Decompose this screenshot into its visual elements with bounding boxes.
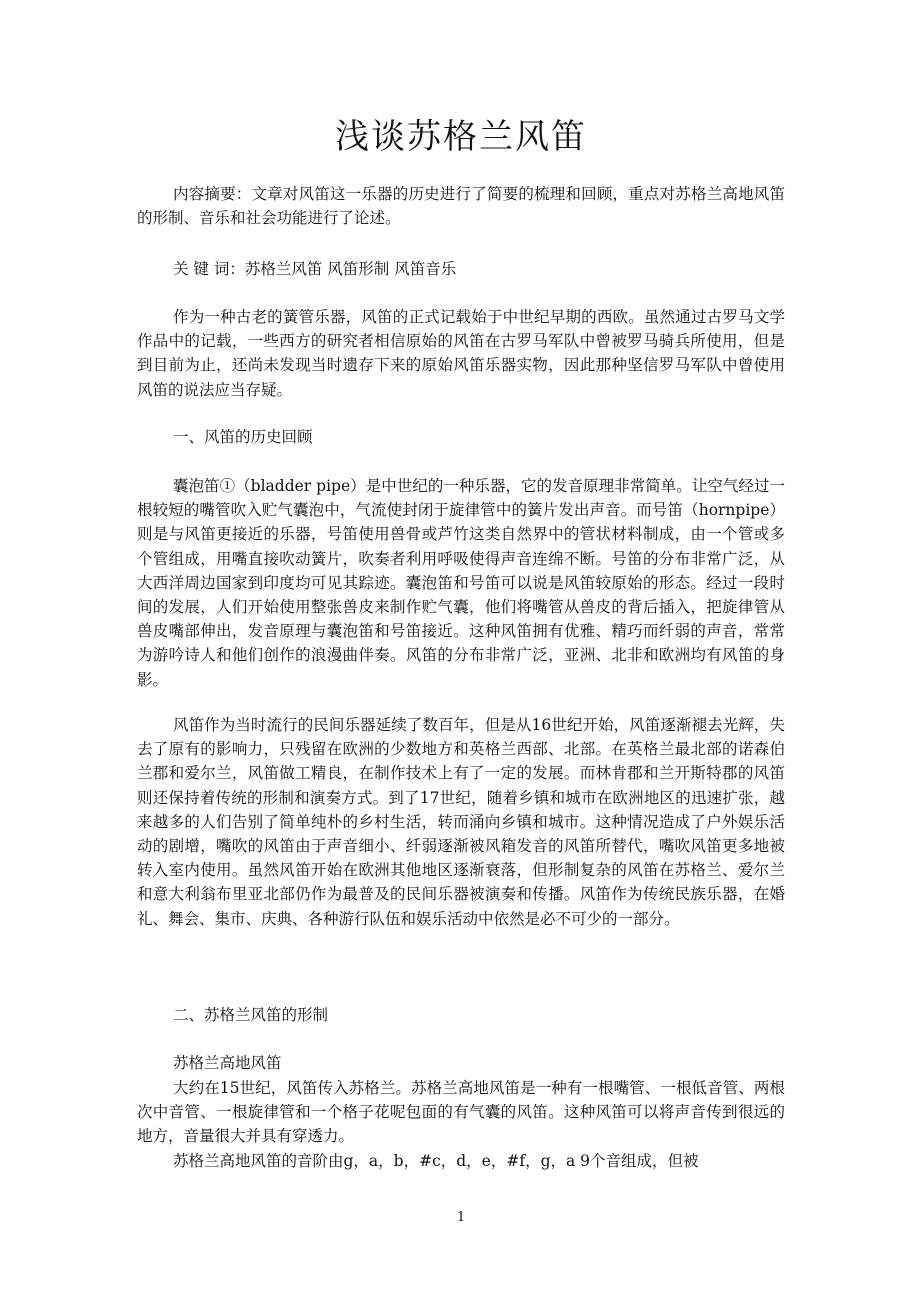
section2-paragraph-2: 苏格兰高地风笛的音阶由g，a，b，#c，d，e，#f，g，a 9个音组成，但被 [173, 1152, 699, 1170]
keywords-line: 关 键 词：苏格兰风笛 风笛形制 风笛音乐 [173, 260, 457, 278]
document-title: 浅谈苏格兰风笛 [335, 117, 587, 157]
intro-paragraph: 作为一种古老的簧管乐器，风笛的正式记载始于中世纪早期的西欧。虽然通过古罗马文学作品中的记载，一些西方的研究者相信原始的风笛在古罗马军队中曾被罗马骑兵所使用，但是到目前为止，还尚未发现当时遗存下来的原始风笛乐器实物，因此那种坚信罗马军队中曾使用风笛的说法应当存疑。 [137, 308, 785, 399]
section1-paragraph-2: 风笛作为当时流行的民间乐器延续了数百年，但是从16世纪开始，风笛逐渐褪去光辉，失去了原有的影响力，只残留在欧洲的少数地方和英格兰西部、北部。在英格兰最北部的诺森伯兰郡和爱尔兰，风笛做工精良，在制作技术上有了一定的发展。而林肯郡和兰开斯特郡的风笛则还保持着传统的形制和演奏方式。到了17世纪，随着乡镇和城市在欧洲地区的迅速扩张，越来越多的人们告别了简单纯朴的乡村生活，转而涌向乡镇和城市。这种情况造成了户外娱乐活动的剧增，嘴吹的风笛由于声音细小、纤弱逐渐被风箱发音的风笛所替代，嘴吹风笛更多地被转入室内使用。虽然风笛开始在欧洲其他地区逐渐衰落，但形制复杂的风笛在苏格兰、爱尔兰和意大利翁布里亚北部仍作为最普及的民间乐器被演奏和传播。风笛作为传统民族乐器，在婚礼、舞会、集市、庆典、各种游行队伍和娱乐活动中依然是必不可少的一部分。 [137, 716, 785, 928]
section2-heading: 二、苏格兰风笛的形制 [173, 1006, 329, 1024]
section1-heading: 一、风笛的历史回顾 [173, 428, 313, 446]
page-number: 1 [456, 1210, 466, 1225]
section2-paragraph-1: 大约在15世纪，风笛传入苏格兰。苏格兰高地风笛是一种有一根嘴管、一根低音管、两根次中音管、一根旋律管和一个格子花呢包面的有气囊的风笛。这种风笛可以将声音传到很远的地方，音量很大并具有穿透力。 [137, 1079, 785, 1146]
subsection-heading: 苏格兰高地风笛 [173, 1054, 282, 1072]
abstract-paragraph: 内容摘要：文章对风笛这一乐器的历史进行了简要的梳理和回顾，重点对苏格兰高地风笛的形制、音乐和社会功能进行了论述。 [137, 185, 785, 228]
section1-paragraph-1: 囊泡笛①（bladder pipe）是中世纪的一种乐器，它的发音原理非常简单。让空气经过一根较短的嘴管吹入贮气囊泡中，气流使封闭于旋律管中的簧片发出声音。而号笛（hornpipe）则是与风笛更接近的乐器，号笛使用兽骨或芦竹这类自然界中的管状材料制成，由一个管或多个管组成，用嘴直接吹动簧片，吹奏者利用呼吸使得声音连绵不断。号笛的分布非常广泛，从大西洋周边国家到印度均可见其踪迹。囊泡笛和号笛可以说是风笛较原始的形态。经过一段时间的发展，人们开始使用整张兽皮来制作贮气囊，他们将嘴管从兽皮的背后插入，把旋律管从兽皮嘴部伸出，发音原理与囊泡笛和号笛接近。这种风笛拥有优雅、精巧而纤弱的声音，常常为游吟诗人和他们创作的浪漫曲伴奏。风笛的分布非常广泛，亚洲、北非和欧洲均有风笛的身影。 [137, 477, 785, 689]
